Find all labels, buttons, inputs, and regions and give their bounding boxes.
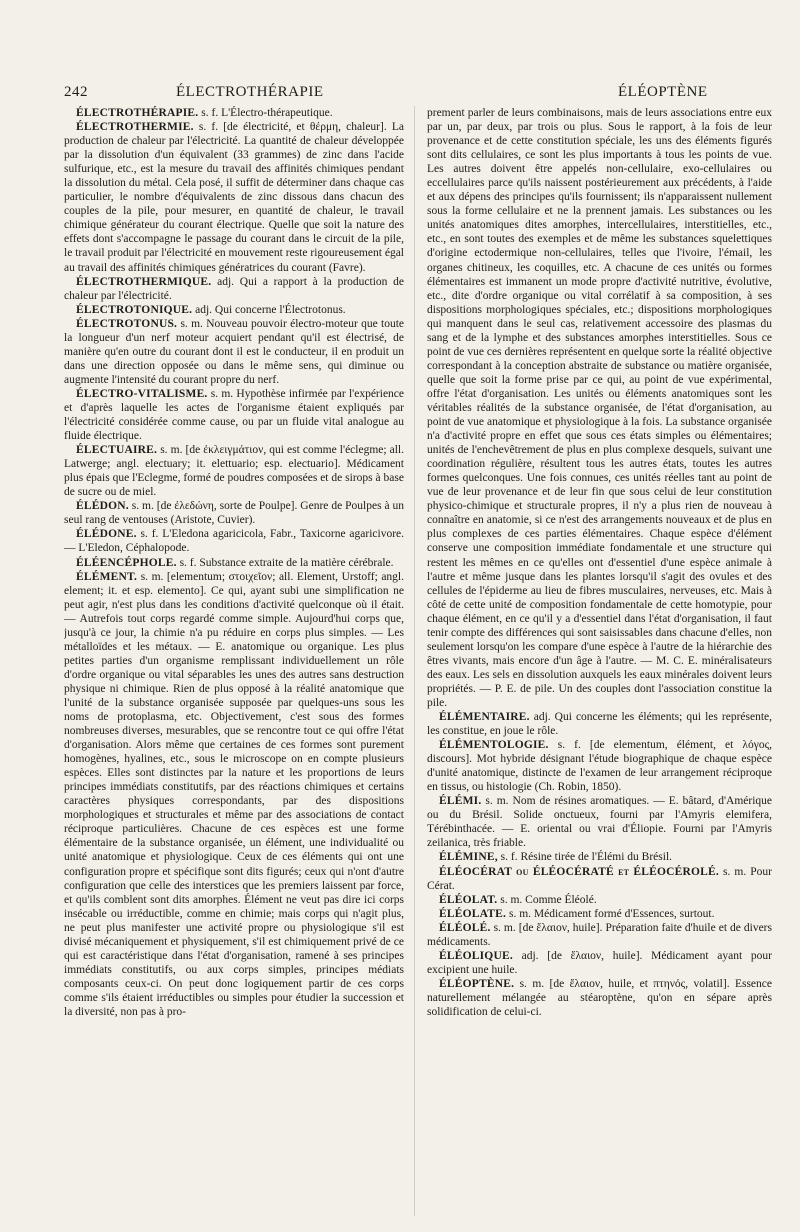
entry-text: adj. Qui concerne l'Électrotonus. — [195, 303, 346, 316]
entry-term: ÉLÉMENTOLOGIE. — [439, 739, 549, 752]
entry-term: ÉLECTROTHERMIE. — [76, 121, 194, 134]
entry-text: s. f. L'Eledona agaricicola, Fabr., Taxicorne agaricivore. — L'Eledon, Céphalopode. — [64, 528, 404, 555]
entry-term: ÉLECTROTHÉRAPIE. — [76, 107, 199, 119]
entry-term: ÉLÉMENTAIRE. — [439, 711, 530, 724]
entry-term: ÉLÉMENT. — [76, 570, 138, 583]
entry-text: s. m. Nouveau pouvoir électro-moteur que toute la longueur d'un nerf moteur acquiert pendant qu'il est électrisé, de manière qu'en outre du courant dont il est le conducteur, il en produit un dans une direction opposée ou dans le même sens, qui diminue ou augmente l'intensité du courant propre du nerf. — [64, 317, 404, 386]
entry-term: ÉLÉOLÉ. — [439, 921, 491, 934]
dictionary-entry — [64, 106, 404, 120]
dictionary-entry — [64, 303, 404, 317]
entry-term: ÉLÉENCÉPHOLE. — [76, 556, 177, 569]
entry-text: s. f. L'Électro-thérapeutique. — [201, 107, 333, 119]
entry-text: prement parler de leurs combinaisons, mais de leurs associations entre eux par un, par deux, par trois ou plus. Sous le rapport, à la fois de leur provenance et de cette constitution spéciale, les uns des éléments figurés sont dits cellulaires, ce sont les plus importants à tous les points de vue. Les autres doivent être appelés non-cellulaire, exo-cellulaires ou eccellulaires parce qu'ils naissent postérieurement aux précédents, à l'aide et aux dépens des principes qu'ils fournissent; ils n'apparaissent nullement sous la forme cellulaire et ne la prennent jamais. Les substances ou les unités anatomiques dites amorphes, intercellulaires, interstitielles, etc., etc., en sont toutes des exemples et de même les substances squelettiques d'origine ectodermique non-cellulaires, telles que l'ivoire, l'émail, les organes chitineux, les coquilles, etc. A chacune de ces unités ou formes élémentaires est immanent un mode propre d'activité nutritive, évolutive, etc., dite d'ordre organique ou vital corrélatif à sa composition, à ses dispositions morphologiques spéciales, etc.; dispositions morphologiques qui manquent dans le seul cas, relativement accessoire des plasmas du sang et de la lymphe et des substances amorphes interstitielles. Sous ce point de vue ces dernières représentent en quelque sorte la réalité objective correspondant à la conception abstraite de substance ou matière organisée, quelle que soit la forme prise par ce qui, au point de vue expérimental, offre l'état d'organisation. Les unités ou éléments anatomiques sont les véritables réalités de la substance organisée, de l'état d'organisation, au point de vue anatomique et physiologique à la fois. La substance organisée n'a d'activité propre en effet que sous ces états simples ou élémentaires; unités de l'enchevêtrement de plus en plus complexe desquels, suivant une coordination régulière, résultent tous les autres états, toutes les autres formes quelconques. Une fois connues, ces unités réelles tant au point de vue de leur provenance et de leur fin que sous celui de leur constitution physico-chimique et structurale propres, il n'y a plus rien de nouveau à connaître en anatomie, si ce n'est des arrangements nouveaux et de plus en plus complexes de ces parties élémentaires. Chaque espèce d'élément conserve une composition immédiate fondamentale et une structure qui restent les mêmes en ce qu'elles ont d'essentiel d'une espèce animale à l'autre et même jusque dans les plantes lorsqu'il s'agit des ovules et des cellules de l'épiderme au lieu de fibres musculaires, nerveuses, etc. Mais à côté de cette unité de composition fondamentale de cette homotypie, pour chaque élément, en ce qu'il y a d'essentiel dans l'état d'organisation, il faut tenir compte des différences qui sont saisissables dans chacune d'elles, non seulement lorsqu'on les compare d'une espèce à l'autre de la hiérarchie des êtres vivants, mais encore d'un âge à l'autre. — M. C. E. minéralisateurs des eaux. Les sels en dissolution auxquels les eaux minérales doivent leurs propriétés. — P. E. de pile. Un des couples dont l'association constitue la pile. — [427, 107, 772, 709]
entry-text: s. m. [de ἐκλειγμάτιον, qui est comme l'éclegme; all. Latwerge; angl. electuary; it. elettuario; esp. electuario]. Médicament plus épais que l'Eclegme, formé de poudres composées et de sirops à base de sucre ou de miel. — [64, 444, 404, 499]
entry-text: s. f. Substance extraite de la matière cérébrale. — [179, 556, 394, 569]
entry-term: ÉLECTROTHERMIQUE. — [76, 275, 212, 288]
entry-term: ÉLÉOLIQUE. — [439, 949, 513, 962]
dictionary-entry — [427, 921, 772, 949]
entry-text: s. m. Nom de résines aromatiques. — E. bâtard, d'Amérique ou du Brésil. Solide onctueux, fourni par l'Amyris elemifera, Térébinthacée. — E. oriental ou vrai d'Éliopie. Fourni par l'Amyris zeilanica, très friable. — [427, 795, 772, 850]
left-running-title: ÉLECTROTHÉRAPIE — [176, 84, 324, 100]
dictionary-entry — [64, 443, 404, 499]
entry-text: adj. Qui a rapport à la production de chaleur par l'électricité. — [64, 275, 404, 302]
dictionary-entry — [64, 499, 404, 527]
entry-text: s. f. Résine tirée de l'Élémi du Brésil. — [500, 851, 673, 864]
dictionary-entry — [64, 527, 404, 555]
dictionary-entry — [64, 275, 404, 303]
entry-text: adj. Qui concerne les éléments; qui les représente, les constitue, en joue le rôle. — [427, 711, 772, 738]
entry-text: s. m. [de ἔλαιον, huile, et πτηνός, volatil]. Essence naturellement mélangée au stéaroptène, qu'on en sépare après solidification de celui-ci. — [427, 977, 772, 1018]
dictionary-entry — [64, 317, 404, 387]
entry-term: ÉLECTUAIRE. — [76, 444, 158, 457]
dictionary-entry — [64, 570, 404, 1020]
entry-text: s. m. Médicament formé d'Essences, surtout. — [508, 907, 715, 920]
entry-text: adj. [de ἔλαιον, huile]. Médicament ayant pour excipient une huile. — [427, 949, 772, 976]
dictionary-entry — [427, 893, 772, 907]
dictionary-entry — [427, 794, 772, 850]
entry-term: ÉLÉDONE. — [76, 528, 137, 541]
dictionary-entry — [427, 850, 772, 864]
entry-term: ÉLÉDON. — [76, 500, 129, 513]
entry-term: ÉLECTRO-VITALISME. — [76, 387, 208, 400]
dictionary-entry — [427, 710, 772, 738]
entry-text: s. m. [de ἐλεδώνη, sorte de Poulpe]. Genre de Poulpes à un seul rang de ventouses (Aristote, Cuvier). — [64, 500, 404, 527]
dictionary-entry — [64, 556, 404, 570]
right-column — [427, 106, 772, 1216]
dictionary-entry — [427, 865, 772, 893]
entry-term: ÉLÉOCÉRAT ou ÉLÉOCÉRATÉ et ÉLÉOCÉROLÉ. — [439, 865, 719, 878]
dictionary-entry — [64, 387, 404, 443]
dictionary-entry — [64, 120, 404, 275]
entry-term: ÉLÉOLATE. — [439, 907, 507, 920]
dictionary-entry — [427, 907, 772, 921]
dictionary-entry — [427, 738, 772, 794]
dictionary-entry — [427, 106, 772, 710]
entry-term: ÉLECTROTONIQUE. — [76, 303, 193, 316]
entry-text: s. m. [elementum; στοιχεῖον; all. Element, Urstoff; angl. element; it. et esp. elemento]. Ce qui, ayant subi une simplification ne peut agir, n'est plus dans les conditions d'activité quelconque où il était. — Autrefois tout corps regardé comme simple. Aujourd'hui corps que, jusqu'à ce jour, la chimie n'a pu réduire en corps plus simples. — Les métalloïdes et les métaux. — E. anatomique ou organique. Les plus petites parties d'un organisme remplissant individuellement un rôle d'ordre organique ou vital séparables les unes des autres sans destruction physique ni chimique. Rien de plus opposé à la réalité anatomique que l'unité de la substance organisée supposée par quelques-uns sous les noms de protoplasma, etc. Objectivement, c'est sous des formes nombreuses diverses, mesurables, que se rencontre tout ce qui offre l'état d'organisation. Alors même que certaines de ces formes sont purement homogènes, hyalines, etc., sous le microscope on en compte plusieurs espèces. Elles sont distinctes par la nature et les proportions de leurs principes immédiats constitutifs, par des réactions chimiques et certains caractères physiques correspondants, par des dispositions morphologiques et structurales et même par des associations de contact réciproque particulières. Chacune de ces espèces est une forme élémentaire de la substance organisée, un élément, une individualité ou unité anatomique et physiologique. Ceux de ces éléments qui ont une configuration propre et spécifique sont dits figurés; ceux qui n'ont d'autre configuration que celle des interstices que les premiers laissent par force, et qu'ils comblent sont dits amorphes. Élément ne veut pas dire ici corps insécable ou irréductible, comme en chimie; mais corps qui n'agit plus, ne peut plus manifester une activité propre ou physiologique s'il est divisé mécaniquement et physiquement, s'il est chimiquement privé de ce qui est caractéristique dans l'état d'organisation, ramené à ses principes immédiats constitutifs, ou aux corps simples, principes médiats composants ceux-ci. On peut donc logiquement partir de ces corps comme s'ils étaient irréductibles ou simples pour étudier la succession et la diversité, non pas à pro- — [64, 570, 404, 1018]
entry-term: ÉLÉOPTÈNE. — [439, 977, 515, 990]
left-column — [64, 106, 404, 1216]
dictionary-entry — [427, 949, 772, 977]
entry-term: ÉLÉMINE, — [439, 851, 498, 864]
entry-text: s. f. [de électricité, et θέρμη, chaleur]. La production de chaleur par l'électricité. La quantité de chaleur développée par la dissolution d'un équivalent (33 grammes) de zinc dans l'acide sulfurique, etc., est la mesure du travail des affinités chimiques pendant la dissolution du métal. Cela posé, il suffit de déterminer dans chaque cas particulier, le nombre d'équivalents de zinc dissous dans chacun des couples de la pile, pour mesurer, en quantité de chaleur, le travail chimique générateur du courant électrique. Quelle que soit la nature des effets dont s'accompagne le passage du courant dans le circuit de la pile, le travail produit par l'électricité en mouvement reste rigoureusement égal au travail des affinités chimiques génératrices du courant (Favre). — [64, 121, 404, 274]
page-number: 242 — [64, 84, 88, 100]
running-header — [64, 84, 780, 104]
right-running-title: ÉLÉOPTÈNE — [618, 84, 708, 100]
column-divider — [414, 106, 415, 1216]
entry-term: ÉLECTROTONUS. — [76, 317, 178, 330]
entry-text: s. m. Pour Cérat. — [427, 865, 772, 892]
entry-text: s. m. Comme Éléolé. — [500, 893, 597, 906]
entry-text: s. f. [de elementum, élément, et λόγος, discours]. Mot hybride désignant l'étude biographique de chaque espèce d'unité anatomique, distincte de l'examen de leur arrangement réciproque en tissus, ou histologie (Ch. Robin, 1850). — [427, 739, 772, 794]
dictionary-entry — [427, 977, 772, 1019]
entry-text: s. m. Hypothèse infirmée par l'expérience et d'après laquelle les actes de l'organisme étaient expliqués par l'électricité considérée comme cause, ou par un fluide vital analogue au fluide électrique. — [64, 387, 404, 443]
entry-term: ÉLÉMI. — [439, 795, 482, 808]
entry-term: ÉLÉOLAT. — [439, 893, 498, 906]
entry-text: s. m. [de ἔλαιον, huile]. Préparation faite d'huile et de divers médicaments. — [427, 921, 772, 948]
